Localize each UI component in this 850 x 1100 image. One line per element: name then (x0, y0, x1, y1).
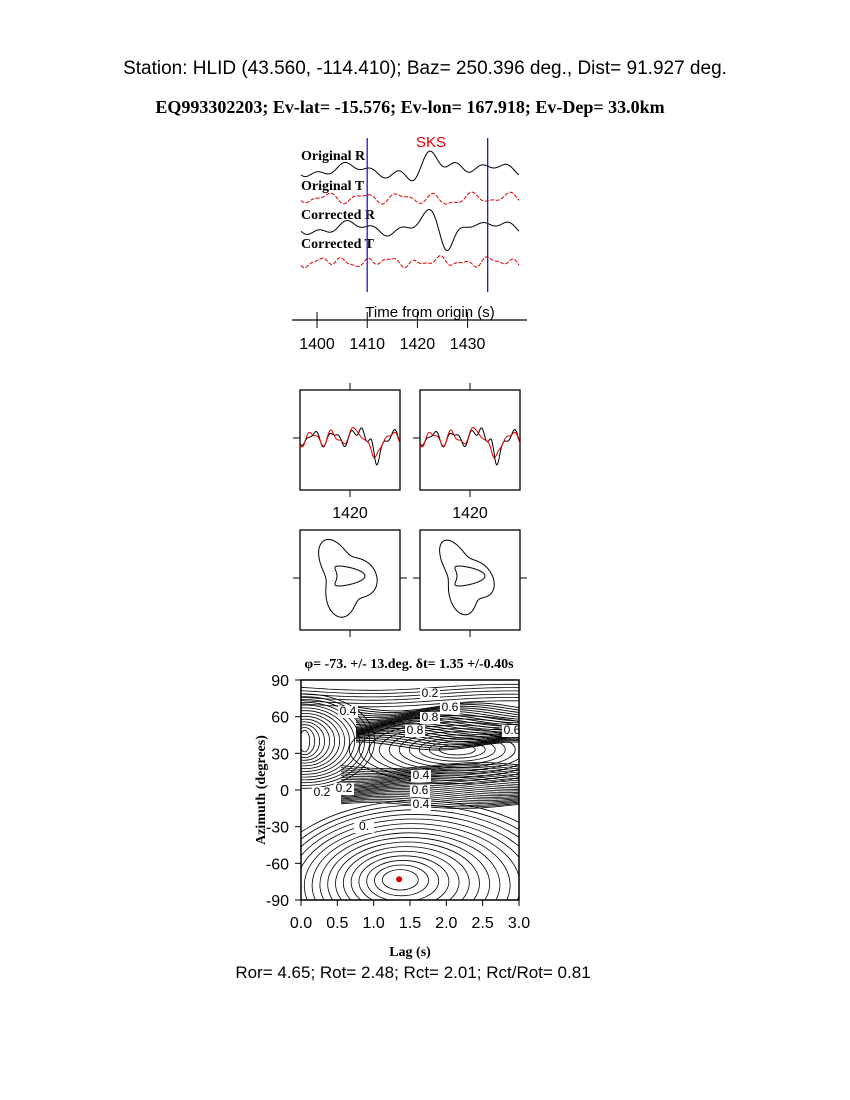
time-tick-label: 1400 (299, 336, 335, 353)
grid-x-tick-label: 2.5 (471, 915, 494, 932)
contour-left-curve (295, 728, 315, 755)
event-info: EQ993302203; Ev-lat= -15.576; Ev-lon= 167.918; Ev-Dep= 33.0km (155, 97, 665, 117)
particle-motion-panel-2 (420, 530, 520, 630)
contour-top-arc (301, 694, 521, 700)
trace-label: Corrected T (301, 237, 374, 252)
grid-x-tick-label: 1.5 (398, 915, 422, 932)
particle-motion-panel-1 (300, 530, 400, 630)
contour-basin (343, 847, 469, 919)
trace-label: Original R (301, 149, 366, 164)
grid-x-tick-label: 2.0 (435, 915, 458, 932)
contour-label: 0. (358, 819, 370, 833)
grid-y-axis-label: Azimuth (degrees) (254, 735, 269, 845)
contour-label: 0.2 (335, 781, 353, 795)
contour-label: 0.6 (441, 700, 459, 714)
grid-x-tick-label: 0.5 (326, 915, 349, 932)
particle-motion-path-2 (440, 540, 495, 615)
grid-y-tick-label: -90 (265, 893, 289, 910)
grid-x-tick-label: 1.0 (362, 915, 385, 932)
waveform-panel-2 (420, 390, 520, 490)
waveform-tick-label: 1420 (332, 505, 368, 522)
trace-label: Original T (301, 179, 365, 194)
grid-x-tick-label: 0.0 (289, 915, 313, 932)
contour-label: 0.6 (411, 783, 429, 797)
time-tick-label: 1410 (349, 336, 385, 353)
trace-4 (301, 256, 519, 268)
waveform-tick-label: 1420 (452, 505, 488, 522)
particle-motion-inner-loop-1 (335, 566, 365, 586)
contour-label: 0.4 (412, 797, 430, 811)
contour-label: 0.6 (503, 723, 521, 737)
contour-label: 0.4 (412, 768, 430, 782)
contour-label: 0.8 (421, 710, 439, 724)
time-axis-label: Time from origin (s) (365, 304, 495, 321)
contour-label: 0.2 (421, 686, 439, 700)
grid-y-tick-label: -60 (265, 856, 289, 874)
contour-label: 0.8 (406, 723, 424, 737)
grid-y-tick-label: -30 (265, 819, 289, 837)
grid-title: φ= -73. +/- 13.deg. δt= 1.35 +/-0.40s (304, 657, 514, 672)
grid-x-tick-label: 3.0 (507, 915, 531, 932)
best-fit-marker (396, 876, 402, 882)
particle-motion-path-1 (319, 540, 378, 618)
waveform-panel-1 (300, 390, 400, 490)
grid-x-axis-label: Lag (s) (389, 945, 431, 960)
grid-y-tick-label: 30 (271, 746, 289, 764)
particle-motion-inner-loop-2 (455, 566, 485, 586)
waveform-comparison-panels (293, 383, 520, 522)
time-tick-label: 1430 (449, 336, 486, 353)
contour-top-arc (301, 684, 521, 690)
contour-basin (289, 814, 541, 959)
contour-top-arc (301, 691, 521, 697)
contour-left-curve (290, 725, 320, 758)
energy-grid-panel (235, 657, 572, 977)
contour-label: 0.4 (339, 704, 357, 718)
grid-y-tick-label: 90 (271, 673, 289, 690)
contour-label: 0.2 (313, 785, 331, 799)
trace-panel (292, 134, 527, 353)
contour-basin (336, 842, 480, 925)
station-info: Station: HLID (43.560, -114.410); Baz= 250.396 deg., Dist= 91.927 deg. (123, 58, 727, 79)
grid-y-tick-label: 60 (271, 709, 289, 727)
time-tick-label: 1420 (399, 336, 436, 353)
particle-motion-panels (293, 530, 527, 637)
trace-label: Corrected R (301, 208, 375, 223)
split-statistics: Ror= 4.65; Rot= 2.48; Rct= 2.01; Rct/Rot= 0.81 (235, 963, 591, 982)
grid-y-tick-label: 0 (280, 783, 289, 800)
contour-top-arc (301, 688, 521, 694)
phase-label: SKS (415, 134, 447, 151)
